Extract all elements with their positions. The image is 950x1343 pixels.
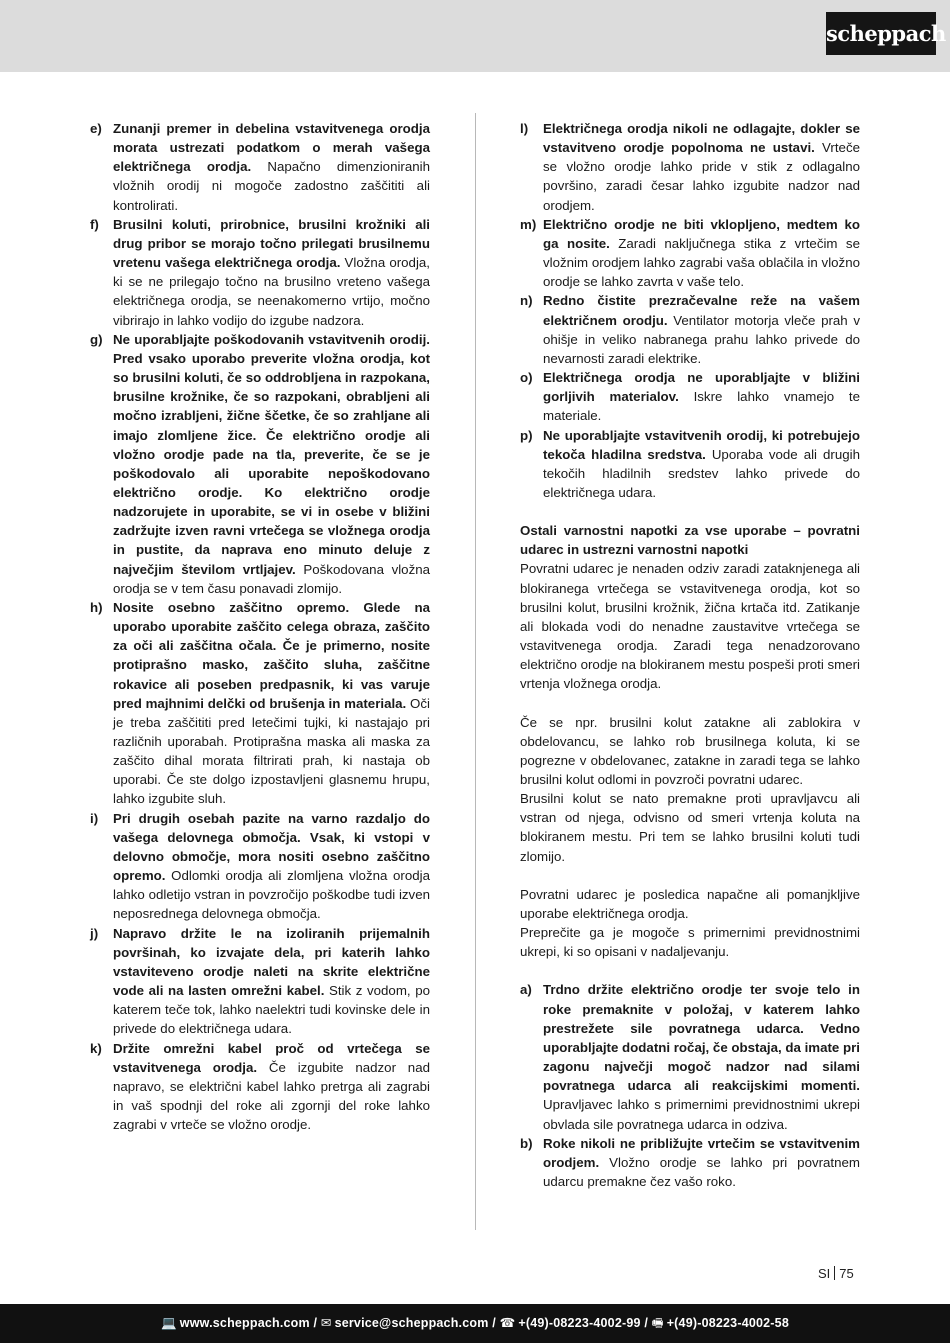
footer-phone: +(49)-08223-4002-99 — [518, 1316, 641, 1330]
header-bar — [0, 0, 950, 72]
item-marker: f) — [90, 216, 99, 232]
section-heading: Ostali varnostni napotki za vse uporabe – povratni udarec in ustrezni varnostni napotki — [520, 523, 860, 558]
item-bold-text: Držite omrežni kabel proč od vrtečega se vstavitvenega orodja. — [113, 1040, 430, 1075]
item-marker: k) — [90, 1040, 102, 1056]
item-bold-text: Roke nikoli ne približujte vrtečim se vstavitvenim orodjem. — [543, 1135, 860, 1170]
item-bold-text: Trdno držite električno orodje ter svoje telo in roke premaknite v položaj, v katerem lahko prestrežete sile povratnega udarca. Vedno uporabljajte dodatni ročaj, če obstaja, da imate pri zagonu največji mogoč nadzor nad silami povratnega udarca ali reakcijskimi momenti. — [543, 982, 860, 1094]
item-text: Oči je treba zaščititi pred letečimi tujki, ki nastajajo pri različnih uporabah. Protiprašna maska ali maska za zaščito dihal morata filtrirati prah, ki nastaja ob uporabi. Če ste dolgo izpostavljeni glasnemu hrupu, lahko izgubite sluh. — [113, 695, 430, 807]
monitor-icon: 💻 — [161, 1316, 177, 1330]
paragraph: Povratni udarec je posledica napačne ali pomanjkljive uporabe električnega orodja. — [520, 886, 860, 921]
item-marker: g) — [90, 331, 103, 347]
item-marker: p) — [520, 427, 533, 443]
scheppach-logo: scheppach — [826, 12, 936, 55]
list-item — [90, 215, 430, 330]
list-item — [520, 368, 860, 425]
list-item — [520, 119, 860, 215]
item-marker: j) — [90, 925, 99, 941]
page-number — [818, 1266, 854, 1281]
item-bold-text: Ne uporabljajte vstavitvenih orodij, ki potrebujejo tekoča hladilna sredstva. — [543, 427, 860, 462]
list-item — [520, 291, 860, 368]
footer-separator: / — [640, 1316, 652, 1330]
footer-fax: +(49)-08223-4002-58 — [666, 1316, 789, 1330]
list-item — [520, 1134, 860, 1191]
list-item — [520, 980, 860, 1133]
left-column — [90, 119, 430, 1134]
item-text: Vložno orodje se lahko pri povratnem udarcu premakne čez vašo roko. — [543, 1154, 860, 1189]
spacer — [520, 866, 860, 885]
item-bold-text: Pri drugih osebah pazite na varno razdaljo do vašega delovnega območja. Vsak, ki vstopi v delovno območje, mora nositi osebno zaščitno opremo. — [113, 810, 430, 884]
list-item — [90, 598, 430, 809]
item-text: Upravljavec lahko s primernimi previdnostnimi ukrepi obvlada sile povratnega udarca in odziva. — [543, 1097, 860, 1132]
item-marker: n) — [520, 293, 533, 309]
item-marker: o) — [520, 370, 533, 386]
paragraph: Če se npr. brusilni kolut zatakne ali zablokira v obdelovancu, se lahko rob brusilnega koluta, ki se pogrezne v obdelovanec, zatakne in zaradi tega se lahko brusilni kolut odlomi in povzroči povratni udarec. — [520, 714, 860, 787]
item-text: Uporaba vode ali drugih tekočih hladilnih sredstev lahko privede do električnega udara. — [543, 446, 860, 500]
fax-icon: 🖷 — [651, 1316, 664, 1330]
item-text: Vrteče se vložno orodje lahko pride v stik z odlagalno površino, zaradi česar lahko izgubite nadzor nad orodjem. — [543, 140, 860, 213]
paragraph: Brusilni kolut se nato premakne proti upravljavcu ali vstran od njega, odvisno od smeri vrtenja koluta na blokiranem mestu. Pri tem se lahko brusilni koluti tudi zlomijo. — [520, 791, 860, 864]
item-marker: l) — [520, 121, 529, 136]
footer-separator: / — [309, 1316, 321, 1330]
list-item — [520, 426, 860, 503]
spacer — [520, 694, 860, 713]
list-item — [90, 809, 430, 924]
item-marker: e) — [90, 121, 102, 136]
footer-email-link[interactable]: service@scheppach.com — [334, 1316, 489, 1330]
list-item — [90, 1039, 430, 1135]
spacer — [520, 961, 860, 980]
item-text: Ventilator motorja vleče prah v ohišje in veliko nabranega prahu lahko privede do nevarnosti zaradi elektrike. — [543, 312, 860, 366]
item-text: Stik z vodom, po katerem teče tok, lahko naelektri tudi kovinske dele in privede do električnega udara. — [113, 983, 430, 1037]
item-text: Odlomki orodja ali zlomljena vložna orodja lahko odletijo vstran in povzročijo poškodbe tudi izven neposrednega delovnega območja. — [113, 868, 430, 922]
mail-icon: ✉ — [320, 1316, 332, 1330]
paragraph: Povratni udarec je nenaden odziv zaradi zataknjenega ali blokiranega vrtečega se vstavitvenega orodja, kot so brusilni kolut, brusilni krožnik, žična krtača itd. Zatikanje ali blokada vodi do nenadne zaustavitve vrtečega se vstavitvenega orodja. Zaradi tega nenadzorovano električno orodje na blokiranem mestu pospeši proti smeri vrtenja vložnega orodja. — [520, 561, 860, 692]
item-marker: h) — [90, 599, 103, 615]
footer-contact-line — [0, 1304, 950, 1343]
spacer — [520, 502, 860, 521]
item-text: Vložna orodja, ki se ne prilegajo točno na brusilno vreteno vašega električnega orodja, se neenakomerno vrtijo, močno vibrirajo in lahko vodijo do izgube nadzora. — [113, 255, 430, 328]
footer-bar — [0, 1304, 950, 1343]
item-bold-text: Zunanji premer in debelina vstavitvenega orodja morata ustrezati podatkom o merah vašega električnega orodja. — [113, 121, 430, 175]
item-text: Zaradi naključnega stika z vrtečim se vložnim orodjem lahko zagrabi vaša oblačila in vložno orodje se lahko zavrta v vaše telo. — [543, 235, 860, 290]
item-bold-text: Brusilni koluti, prirobnice, brusilni krožniki ali drug pribor se morajo točno prilegati brusilnemu vretenu vašega električnega orodja. — [113, 216, 430, 271]
footer-website-link[interactable]: www.scheppach.com — [179, 1316, 310, 1330]
item-text: Če izgubite nadzor nad napravo, se električni kabel lahko pretrga ali zagrabi in vaš spodnji del roke ali zgornji del roke lahko zagrabi v vrteče se vložno orodje. — [113, 1059, 430, 1133]
item-bold-text: Električno orodje ne biti vklopljeno, medtem ko ga nosite. — [543, 216, 860, 251]
item-marker: b) — [520, 1135, 533, 1151]
page-number-value: 75 — [839, 1266, 854, 1281]
item-marker: m) — [520, 216, 537, 232]
item-bold-text: Električnega orodja ne uporabljajte v bližini gorljivih materialov. — [543, 370, 860, 405]
item-bold-text: Ne uporabljajte poškodovanih vstavitvenih orodij. Pred vsako uporabo preverite vložna orodja, kot so brusilni koluti, če so oddrobljena in razpokana, brusilne krožnike, če so razpokani, obrabljeni ali močno izrabljeni, žične ščetke, če so zrahljane ali imajo zlomljene žice. Če električno orodje ali vložno orodje pade na tla, preverite, če se je poškodovalo ali uporabite nepoškodovano električno orodje. Ko električno orodje nadzorujete in uporabite, se vi in osebe v bližini zadržujte izven ravni vrtečega se vložnega orodja in pustite, da naprava eno minuto deluje z največjim številom vrtljajev. — [113, 331, 430, 577]
item-bold-text: Redno čistite prezračevalne reže na vašem električnem orodju. — [543, 293, 860, 328]
list-item — [90, 119, 430, 215]
item-marker: i) — [90, 810, 99, 826]
item-bold-text: Električnega orodja nikoli ne odlagajte, dokler se vstavitveno orodje popolnoma ne ustavi. — [543, 121, 860, 156]
paragraph: Preprečite ga je mogoče s primernimi previdnostnimi ukrepi, ki so opisani v nadaljevanju. — [520, 925, 860, 960]
list-item — [90, 924, 430, 1039]
page-language: SI — [818, 1266, 831, 1281]
column-divider — [475, 113, 476, 1230]
item-text: Napačno dimenzioniranih vložnih orodij ni mogoče zadostno zaščititi ali kontrolirati. — [113, 159, 430, 213]
item-bold-text: Napravo držite le na izoliranih prijemalnih površinah, ko izvajate dela, pri katerih lahko vstaviteveno orodje naleti na skrite električne vode ali na lasten omrežni kabel. — [113, 925, 430, 999]
list-item — [90, 330, 430, 598]
right-column — [520, 119, 860, 1191]
item-marker: a) — [520, 982, 532, 998]
phone-icon: ☎ — [499, 1316, 516, 1330]
page-number-divider — [834, 1266, 835, 1280]
item-text: Iskre lahko vnamejo te materiale. — [543, 389, 860, 424]
item-text: Poškodovana vložna orodja se v tem času ponavadi zlomijo. — [113, 561, 431, 596]
list-item — [520, 215, 860, 292]
footer-separator: / — [488, 1316, 500, 1330]
item-bold-text: Nosite osebno zaščitno opremo. Glede na uporabo uporabite zaščito celega obraza, zaščito za oči ali zaščitna očala. Če je primerno, nosite protiprašno masko, zaščito sluha, zaščitne rokavice ali poseben predpasnik, ki vas varuje pred majhnimi delčki od brušenja in materiala. — [113, 599, 430, 711]
